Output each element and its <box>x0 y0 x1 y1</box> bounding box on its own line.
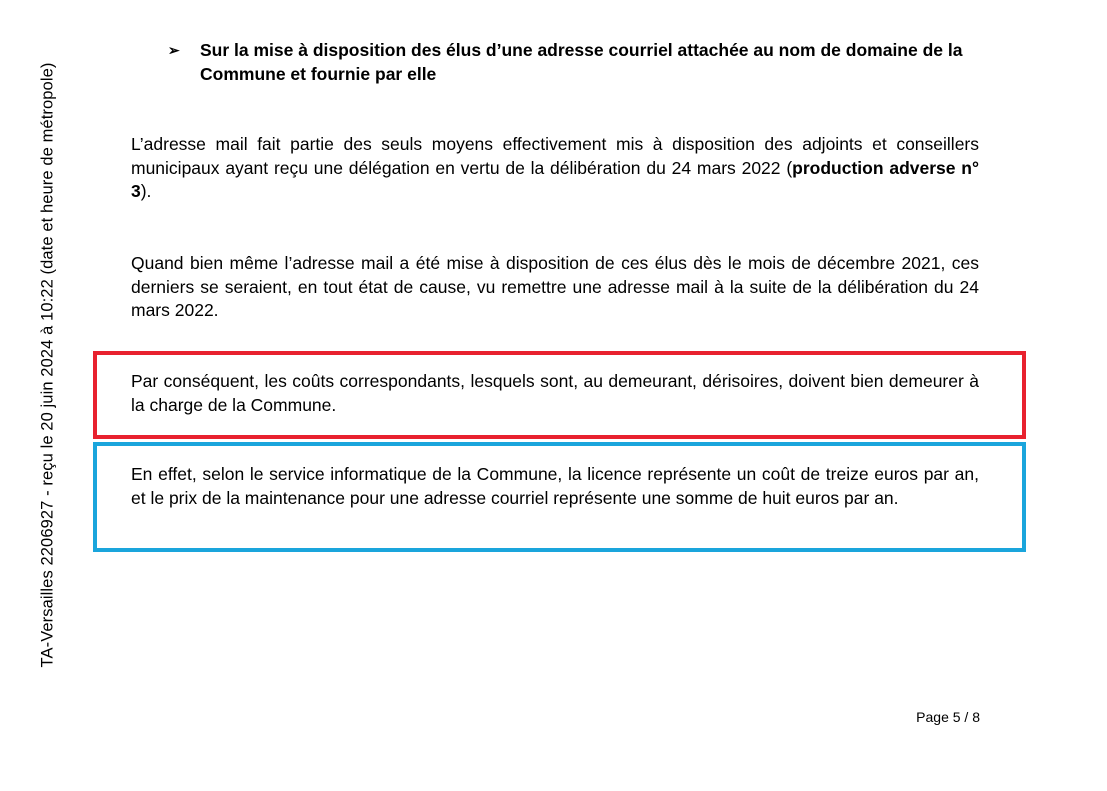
paragraph-email-means <box>131 133 979 204</box>
paragraph-email-means-text: L’adresse mail fait partie des seuls moyens effectivement mis à disposition des adjoints et conseillers municipaux ayant reçu une délégation en vertu de la délibération du 24 mars 2022 ( <box>131 134 979 178</box>
arrow-bullet-icon: ➢ <box>168 42 180 58</box>
reception-stamp: TA-Versailles 2206927 - reçu le 20 juin 2024 à 10:22 (date et heure de métropole) <box>38 62 57 668</box>
production-reference: production adverse n° 3 <box>131 157 979 201</box>
section-heading-text: Sur la mise à disposition des élus d’une adresse courriel attachée au nom de domaine de la Commune et fournie par elle <box>200 40 963 84</box>
section-heading <box>168 38 980 86</box>
paragraph-email-timing: Quand bien même l’adresse mail a été mise à disposition de ces élus dès le mois de décembre 2021, ces derniers se seraient, en tout état de cause, vu remettre une adresse mail à la suite de la délibération du 24 mars 2022. <box>131 253 979 320</box>
paragraph-email-means-end: ). <box>140 181 152 201</box>
paragraph-costs-conclusion: Par conséquent, les coûts correspondants, lesquels sont, au demeurant, dérisoires, doivent bien demeurer à la charge de la Commune. <box>131 371 979 415</box>
paragraph-costs-detail: En effet, selon le service informatique de la Commune, la licence représente un coût de treize euros par an, et le prix de la maintenance pour une adresse courriel représente une somme de huit euros par an. <box>131 464 979 508</box>
page-number: Page 5 / 8 <box>916 709 980 725</box>
